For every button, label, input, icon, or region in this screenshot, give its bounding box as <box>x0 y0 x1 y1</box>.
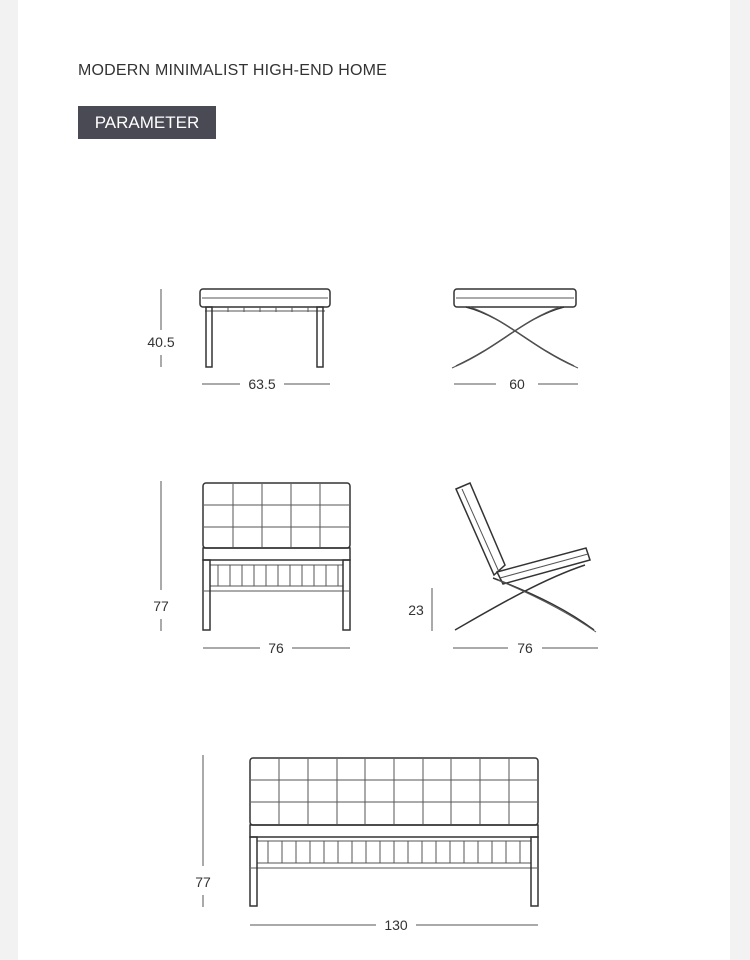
chair-seat-height-dimension <box>408 588 432 631</box>
chair-side-drawing <box>455 483 596 632</box>
ottoman-height-label: 40.5 <box>147 334 175 350</box>
chair-height-dimension <box>153 481 169 631</box>
ottoman-front-drawing <box>200 289 330 367</box>
ottoman-height-dimension <box>147 289 174 367</box>
chair-seat-height-label: 23 <box>408 602 424 618</box>
chair-depth-label: 76 <box>517 640 533 656</box>
sofa-width-label: 130 <box>384 917 408 933</box>
ottoman-depth-label: 60 <box>509 376 525 392</box>
chair-height-label: 77 <box>153 598 169 614</box>
chair-depth-dimension <box>453 640 598 656</box>
chair-front-drawing <box>203 483 350 630</box>
ottoman-width-dimension <box>202 376 330 392</box>
sofa-width-dimension <box>250 917 538 933</box>
chair-width-label: 76 <box>268 640 284 656</box>
sofa-height-dimension <box>195 755 211 907</box>
parameter-badge: PARAMETER <box>78 106 216 139</box>
ottoman-width-label: 63.5 <box>248 376 276 392</box>
ottoman-side-drawing <box>452 289 578 368</box>
page-title: MODERN MINIMALIST HIGH-END HOME <box>78 62 388 79</box>
ottoman-depth-dimension <box>454 376 578 392</box>
sofa-front-drawing <box>250 758 538 906</box>
chair-width-dimension <box>203 640 350 656</box>
sofa-height-label: 77 <box>195 874 211 890</box>
